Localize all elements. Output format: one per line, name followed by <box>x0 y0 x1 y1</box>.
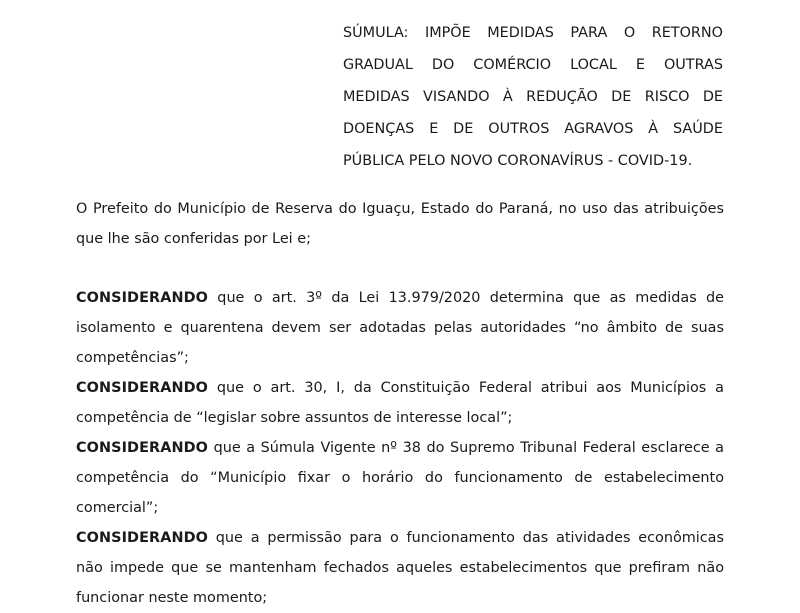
sumula-line: DOENÇAS E DE OUTROS AGRAVOS À SAÚDE <box>343 121 723 137</box>
sumula-block <box>343 17 723 177</box>
sumula-line: PÚBLICA PELO NOVO CORONAVÍRUS - COVID-19. <box>343 153 693 169</box>
sumula-line: MEDIDAS VISANDO À REDUÇÃO DE RISCO DE <box>343 89 723 105</box>
intro-paragraph <box>76 194 724 254</box>
considerando-text: que o art. 3º da Lei 13.979/2020 determina que as medidas de isolamento e quarentena devem ser adotadas pelas autoridades “no âmbito de suas competências”; <box>76 290 724 366</box>
considerando-paragraph <box>76 433 724 523</box>
considerando-text: que a Súmula Vigente nº 38 do Supremo Tribunal Federal esclarece a competência do “Município fixar o horário do funcionamento de estabelecimento comercial”; <box>76 440 724 516</box>
considerando-paragraph <box>76 373 724 433</box>
sumula-line: GRADUAL DO COMÉRCIO LOCAL E OUTRAS <box>343 57 723 73</box>
considerando-text: que a permissão para o funcionamento das atividades econômicas não impede que se mantenham fechados aqueles estabelecimentos que prefiram não funcionar neste momento; <box>76 530 724 606</box>
considerando-keyword: CONSIDERANDO <box>76 440 208 456</box>
considerando-text: que o art. 30, I, da Constituição Federal atribui aos Municípios a competência de “legislar sobre assuntos de interesse local”; <box>76 380 724 426</box>
considerando-paragraph <box>76 283 724 373</box>
considerando-keyword: CONSIDERANDO <box>76 290 208 306</box>
sumula-line: SÚMULA: IMPÕE MEDIDAS PARA O RETORNO <box>343 25 723 41</box>
considerando-keyword: CONSIDERANDO <box>76 530 208 546</box>
considerandos-section <box>76 283 724 613</box>
considerando-keyword: CONSIDERANDO <box>76 380 208 396</box>
intro-text: O Prefeito do Município de Reserva do Iguaçu, Estado do Paraná, no uso das atribuições que lhe são conferidas por Lei e; <box>76 201 724 247</box>
